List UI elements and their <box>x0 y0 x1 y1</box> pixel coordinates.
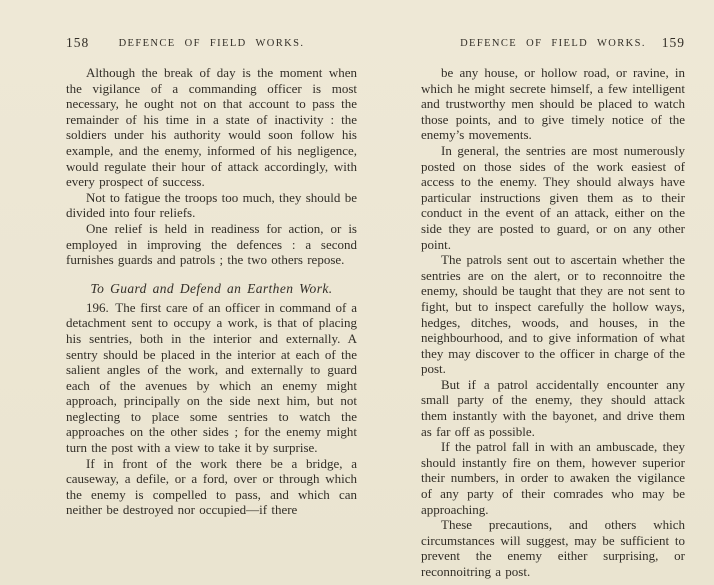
paragraph: But if a patrol accidentally encounter any small party of the enemy, they should attack them instantly with the bayonet, and drive them as far off as possible. <box>421 376 685 439</box>
paragraph: Although the break of day is the moment when the vigilance of a commanding officer is most necessary, he ought not on that account to pass the remainder of his time in a state of inactivity : the soldiers under his authority would soon follow his example, and the enemy, informed of his negligence, would regulate their hour of attack accordingly, with every prospect of success. <box>66 65 357 190</box>
paragraph: be any house, or hollow road, or ravine, in which he might secrete himself, a few intelligent and trustworthy men should be placed to watch those points, and to give timely notice of the enemy’s movements. <box>421 65 685 143</box>
paragraph: One relief is held in readiness for action, or is employed in improving the defences : a second furnishes guards and patrols ; the two others repose. <box>66 220 357 268</box>
page-body <box>66 65 357 518</box>
page-header-left <box>66 35 357 53</box>
page-number: 158 <box>66 35 90 50</box>
page-body <box>421 65 685 580</box>
page-159 <box>421 0 685 580</box>
paragraph: Not to fatigue the troops too much, they should be divided into four reliefs. <box>66 189 357 221</box>
paragraph: If in front of the work there be a bridge, a causeway, a defile, or a ford, over or through which the enemy is compelled to pass, and which can neither be destroyed nor occupied—if there <box>66 455 357 518</box>
paragraph: If the patrol fall in with an ambuscade, they should instantly fire on them, however superior their numbers, in order to awaken the vigilance of any party of their comrades who may be approaching. <box>421 439 685 517</box>
paragraph: These precautions, and others which circumstances will suggest, may be sufficient to prevent the enemy either surprising, or reconnoitring a post. <box>421 517 685 579</box>
running-title: DEFENCE OF FIELD WORKS. <box>460 38 646 49</box>
running-title: DEFENCE OF FIELD WORKS. <box>118 38 305 49</box>
section-heading: To Guard and Defend an Earthen Work. <box>90 280 333 296</box>
paragraph: 196. The first care of an officer in command of a detachment sent to occupy a work, is that of placing his sentries, both in the interior and externally. A sentry should be placed in the interior at each of the salient angles of the work, and externally to guard each of the avenues by which an enemy might approach, principally on the side next him, but not neglecting to place some sentries to watch the approaches on the other sides ; for the enemy might turn the post with a view to take it by surprise. <box>66 299 357 456</box>
paragraph: In general, the sentries are most numerously posted on those sides of the work easiest of access to the enemy. They should always have particular instructions given them as to their conduct in the event of an attack, either on the side they are posted to guard, or on any other point. <box>421 142 685 252</box>
page-158 <box>66 0 357 518</box>
page-number: 159 <box>661 35 685 50</box>
page-header-right <box>421 35 685 53</box>
paragraph: The patrols sent out to ascertain whether the sentries are on the alert, or to reconnoitre the enemy, should be taught that they are not sent to fight, but to inspect carefully the hollow ways, hedges, ditches, woods, and houses, in the neighbourhood, and to give information of what they may discover to the officer in charge of the post. <box>421 252 685 377</box>
